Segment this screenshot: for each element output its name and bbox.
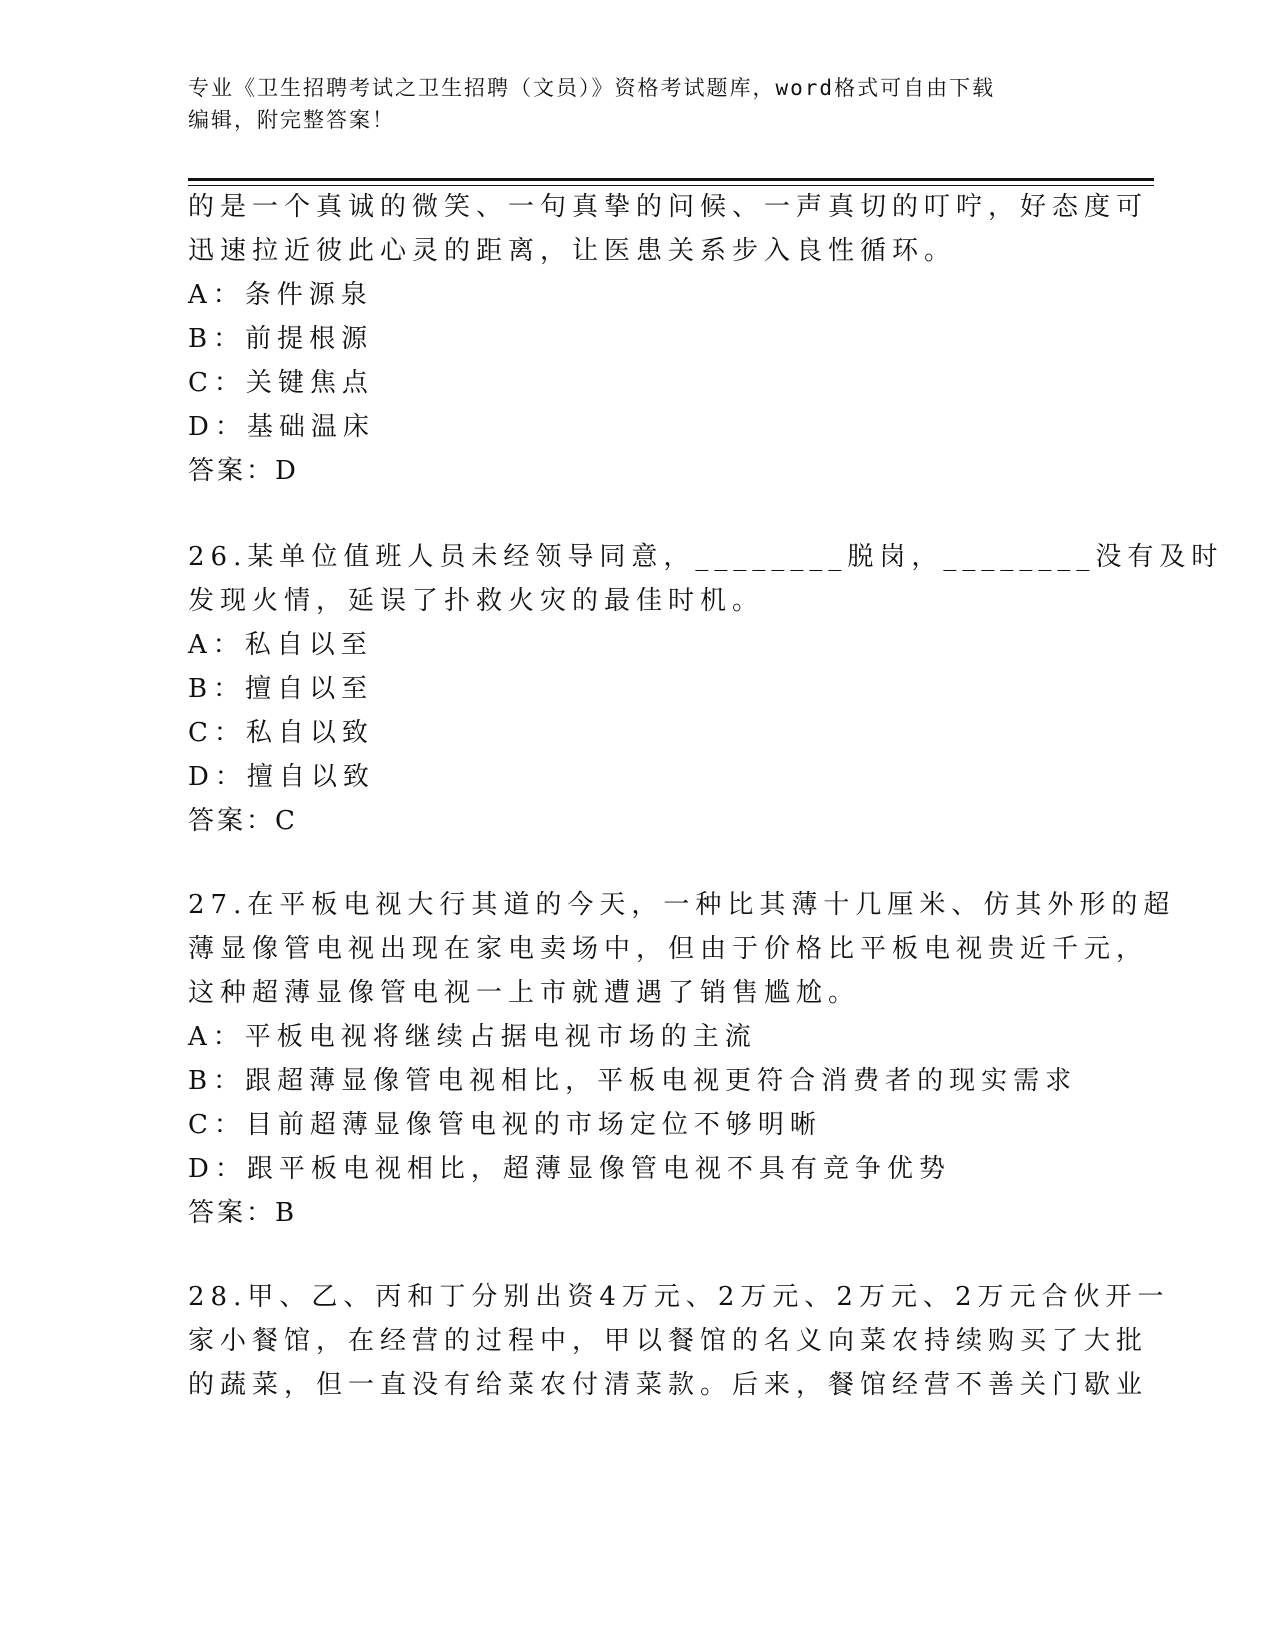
q27-option-c: C：目前超薄显像管电视的市场定位不够明晰 (188, 1110, 822, 1140)
q26-option-c: C：私自以致 (188, 718, 374, 748)
q28-stem-line-1: 28.甲、乙、丙和丁分别出资4万元、2万元、2万元、2万元合伙开一 (188, 1282, 1170, 1312)
q26-stem-line-1: 26.某单位值班人员未经领导同意，________脱岗，________没有及时 (188, 542, 1224, 572)
q26-answer: 答案：C (188, 806, 298, 836)
q25-option-c: C：关键焦点 (188, 368, 374, 398)
header-divider-thick (188, 178, 1154, 181)
q25-stem-line-1: 的是一个真诚的微笑、一句真挚的问候、一声真切的叮咛，好态度可 (188, 192, 1149, 222)
q25-option-d: D：基础温床 (188, 412, 375, 442)
q25-answer: 答案：D (188, 456, 299, 486)
q27-stem-line-2: 薄显像管电视出现在家电卖场中，但由于价格比平板电视贵近千元， (188, 934, 1149, 964)
page-header (188, 72, 1088, 136)
q27-option-d: D：跟平板电视相比，超薄显像管电视不具有竞争优势 (188, 1154, 951, 1184)
q28-stem-line-2: 家小餐馆，在经营的过程中，甲以餐馆的名义向菜农持续购买了大批 (188, 1326, 1149, 1356)
q27-option-b: B：跟超薄显像管电视相比，平板电视更符合消费者的现实需求 (188, 1066, 1078, 1096)
header-line-2: 编辑，附完整答案！ (188, 108, 395, 132)
q27-stem-line-3: 这种超薄显像管电视一上市就遭遇了销售尴尬。 (188, 978, 861, 1008)
q26-stem-line-2: 发现火情，延误了扑救火灾的最佳时机。 (188, 586, 765, 616)
q26-option-b: B：擅自以至 (188, 674, 374, 704)
q27-option-a: A：平板电视将继续占据电视市场的主流 (188, 1022, 757, 1052)
q25-option-a: A：条件源泉 (188, 280, 373, 310)
header-divider-thin (188, 185, 1154, 186)
header-line-1: 专业《卫生招聘考试之卫生招聘（文员）》资格考试题库，word格式可自由下载 (188, 76, 996, 100)
q25-stem-line-2: 迅速拉近彼此心灵的距离，让医患关系步入良性循环。 (188, 236, 957, 266)
q26-option-d: D：擅自以致 (188, 762, 375, 792)
q27-answer: 答案：B (188, 1198, 298, 1228)
q27-stem-line-1: 27.在平板电视大行其道的今天，一种比其薄十几厘米、仿其外形的超 (188, 890, 1176, 920)
q25-option-b: B：前提根源 (188, 324, 374, 354)
q28-stem-line-3: 的蔬菜，但一直没有给菜农付清菜款。后来，餐馆经营不善关门歇业 (188, 1370, 1149, 1400)
q26-option-a: A：私自以至 (188, 630, 373, 660)
